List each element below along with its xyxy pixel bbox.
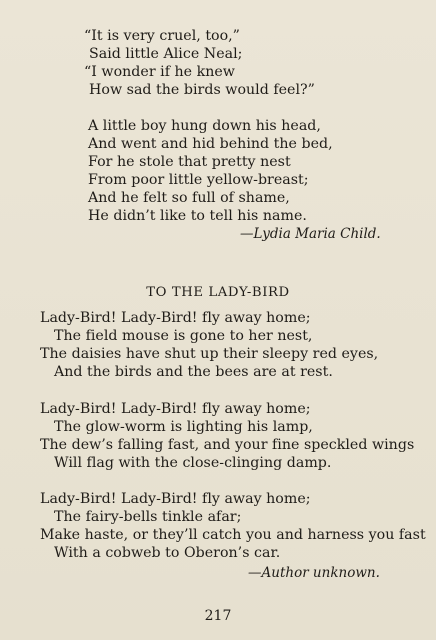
poem2-stanza1-line: The field mouse is gone to her nest, [54, 328, 313, 344]
poem2-stanza3-line: Make haste, or they’ll catch you and harness you fast [40, 527, 426, 543]
poem1-stanza2-line: And he felt so full of shame, [88, 190, 290, 206]
poem1-stanza1-line: “It is very cruel, too,” [84, 28, 240, 44]
poem2-stanza2-line: The dew’s falling fast, and your fine speckled wings [40, 437, 415, 453]
poem1-author-attribution: —Lydia Maria Child. [240, 226, 381, 242]
poem2-stanza3-line: The fairy-bells tinkle afar; [54, 509, 242, 525]
poem2-title: TO THE LADY-BIRD [146, 285, 290, 300]
poem1-stanza1-line: “I wonder if he knew [84, 64, 235, 80]
poem2-stanza1-line: Lady-Bird! Lady-Bird! fly away home; [40, 310, 311, 326]
poem2-stanza2-line: Will flag with the close-clinging damp. [54, 455, 332, 471]
page-number: 217 [204, 608, 232, 624]
poem2-author-attribution: —Author unknown. [248, 565, 380, 581]
poem2-stanza3-line: With a cobweb to Oberon’s car. [54, 545, 281, 561]
poem2-stanza2-line: Lady-Bird! Lady-Bird! fly away home; [40, 401, 311, 417]
poem2-stanza3-line: Lady-Bird! Lady-Bird! fly away home; [40, 491, 311, 507]
poem1-stanza2-line: For he stole that pretty nest [88, 154, 291, 170]
poem1-stanza1-line: Said little Alice Neal; [89, 46, 243, 62]
poem2-stanza2-line: The glow-worm is lighting his lamp, [54, 419, 313, 435]
poem1-stanza2-line: A little boy hung down his head, [88, 118, 321, 134]
poem2-stanza1-line: The daisies have shut up their sleepy red eyes, [40, 346, 379, 362]
poem1-stanza2-line: He didn’t like to tell his name. [88, 208, 307, 224]
poem1-stanza2-line: And went and hid behind the bed, [88, 136, 333, 152]
poem1-stanza1-line: How sad the birds would feel?” [89, 82, 315, 98]
poem2-stanza1-line: And the birds and the bees are at rest. [54, 364, 333, 380]
poem1-stanza2-line: From poor little yellow-breast; [88, 172, 309, 188]
